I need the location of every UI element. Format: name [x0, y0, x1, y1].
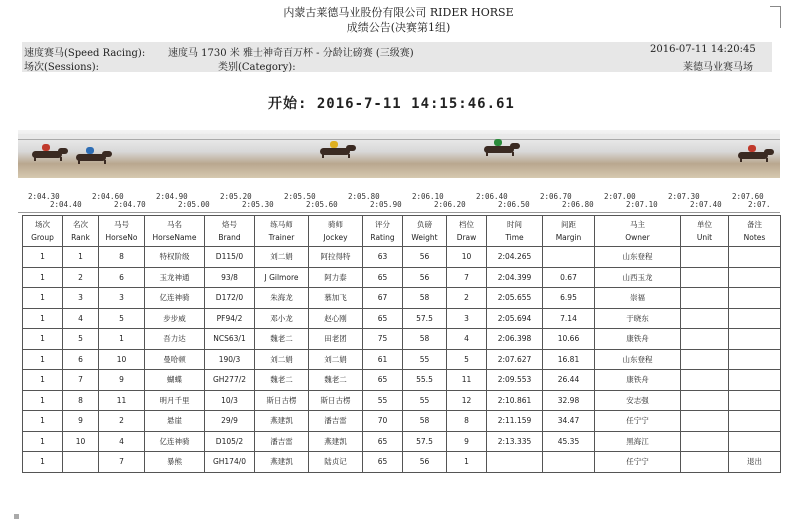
column-header-en: Owner [625, 233, 650, 242]
table-cell: 1 [23, 390, 63, 411]
table-cell [681, 370, 729, 391]
table-cell: 亿连神骑 [145, 431, 205, 452]
table-cell: 2:10.861 [487, 390, 543, 411]
table-cell: 4 [99, 431, 145, 452]
table-cell: 退出 [729, 452, 781, 473]
table-cell: 1 [63, 247, 99, 268]
table-cell [63, 452, 99, 473]
table-row [23, 288, 781, 309]
table-cell: 刘二娟 [255, 247, 309, 268]
table-cell: 1 [23, 288, 63, 309]
table-cell: 刘二娟 [309, 349, 363, 370]
table-cell: 26.44 [543, 370, 595, 391]
column-header-en: Brand [218, 233, 241, 242]
table-cell: 2 [447, 288, 487, 309]
table-cell: 2:04.399 [487, 267, 543, 288]
table-cell [729, 349, 781, 370]
column-header-zh: 档位 [459, 220, 474, 229]
table-cell: 1 [23, 370, 63, 391]
table-cell: 56 [403, 267, 447, 288]
table-cell: 1 [99, 329, 145, 350]
table-cell: 63 [363, 247, 403, 268]
table-cell: 1 [447, 452, 487, 473]
column-header-en: HorseName [152, 233, 197, 242]
column-header [543, 216, 595, 247]
table-cell: 9 [99, 370, 145, 391]
report-subtitle: 成绩公告(决赛第1组) [346, 21, 451, 34]
table-row [23, 390, 781, 411]
table-cell: 9 [63, 411, 99, 432]
table-cell: 吾力达 [145, 329, 205, 350]
tick-label: 2:06.10 [412, 192, 444, 201]
column-header [63, 216, 99, 247]
tick-label: 2:07.00 [604, 192, 636, 201]
table-cell: 7 [99, 452, 145, 473]
tick-label: 2:06.80 [562, 200, 594, 209]
column-header [145, 216, 205, 247]
corner-mark [770, 6, 780, 7]
table-cell: 16.81 [543, 349, 595, 370]
table-cell [729, 308, 781, 329]
tick-label: 2:07.10 [626, 200, 658, 209]
column-header-en: HorseNo [105, 233, 138, 242]
table-cell [729, 329, 781, 350]
table-cell: 10.66 [543, 329, 595, 350]
table-cell: NCS63/1 [205, 329, 255, 350]
column-header-en: Rating [370, 233, 395, 242]
tick-label: 2:06.20 [434, 200, 466, 209]
table-cell: 55 [403, 390, 447, 411]
table-cell: GH174/0 [205, 452, 255, 473]
table-cell: 玉龙神通 [145, 267, 205, 288]
table-cell: 4 [63, 308, 99, 329]
table-cell: 1 [23, 349, 63, 370]
tick-label: 2:04.40 [50, 200, 82, 209]
table-cell: 12 [447, 390, 487, 411]
table-cell: 2:13.335 [487, 431, 543, 452]
tick-label: 2:07. [748, 200, 771, 209]
column-header [205, 216, 255, 247]
tick-label: 2:05.20 [220, 192, 252, 201]
table-cell: D115/0 [205, 247, 255, 268]
tick-label: 2:07.30 [668, 192, 700, 201]
table-cell: 4 [447, 329, 487, 350]
column-header-zh: 负磅 [417, 220, 432, 229]
table-cell: 2 [99, 411, 145, 432]
table-cell: 65 [363, 452, 403, 473]
tick-label: 2:04.30 [28, 192, 60, 201]
tick-label: 2:05.90 [370, 200, 402, 209]
horse-figure [76, 150, 112, 164]
table-cell: 32.98 [543, 390, 595, 411]
tick-label: 2:05.50 [284, 192, 316, 201]
table-cell: 190/3 [205, 349, 255, 370]
table-cell: 29/9 [205, 411, 255, 432]
table-cell [681, 411, 729, 432]
tick-label: 2:04.70 [114, 200, 146, 209]
table-cell: 魏老二 [255, 370, 309, 391]
column-header [595, 216, 681, 247]
table-cell: 3 [63, 288, 99, 309]
column-header-zh: 马主 [630, 220, 645, 229]
column-header-zh: 评分 [375, 220, 390, 229]
table-cell: 58 [403, 411, 447, 432]
race-type-label: 速度赛马(Speed Racing): [24, 48, 146, 59]
table-row [23, 370, 781, 391]
table-cell: 58 [403, 329, 447, 350]
table-cell: 黑海江 [595, 431, 681, 452]
table-cell: 57.5 [403, 431, 447, 452]
table-cell: 7.14 [543, 308, 595, 329]
category-label: 类别(Category): [218, 62, 296, 73]
table-cell: 斯日古楞 [255, 390, 309, 411]
table-cell: 阿拉得特 [309, 247, 363, 268]
table-cell: 7 [447, 267, 487, 288]
track-rail [18, 134, 780, 140]
table-cell: 1 [23, 452, 63, 473]
column-header-en: Time [505, 233, 524, 242]
table-cell: 6.95 [543, 288, 595, 309]
table-cell [681, 390, 729, 411]
table-cell: 朱海龙 [255, 288, 309, 309]
table-cell: 6 [99, 267, 145, 288]
table-cell: 陆贞记 [309, 452, 363, 473]
table-cell [681, 452, 729, 473]
table-cell: 慕加飞 [309, 288, 363, 309]
table-cell: 步步威 [145, 308, 205, 329]
table-cell: 10 [63, 431, 99, 452]
table-row [23, 308, 781, 329]
table-cell: 2:04.265 [487, 247, 543, 268]
table-cell: 1 [23, 431, 63, 452]
column-header-en: Margin [555, 233, 582, 242]
table-cell: 9 [447, 431, 487, 452]
column-header-zh: 间距 [561, 220, 576, 229]
table-row [23, 431, 781, 452]
table-cell: 8 [63, 390, 99, 411]
table-cell: 70 [363, 411, 403, 432]
column-header-zh: 时间 [507, 220, 522, 229]
table-cell: PF94/2 [205, 308, 255, 329]
table-cell: 1 [23, 247, 63, 268]
horse-figure [484, 142, 520, 156]
table-cell: 燕建凯 [255, 452, 309, 473]
tick-label: 2:05.80 [348, 192, 380, 201]
table-header-row [23, 216, 781, 247]
table-cell: 2:05.655 [487, 288, 543, 309]
table-cell: 明月千里 [145, 390, 205, 411]
tick-label: 2:07.40 [690, 200, 722, 209]
table-cell [681, 329, 729, 350]
column-header-en: Jockey [323, 233, 348, 242]
table-cell: 58 [403, 288, 447, 309]
start-time: 开始: 2016-7-11 14:15:46.61 [268, 96, 515, 112]
table-cell: 65 [363, 370, 403, 391]
table-row [23, 267, 781, 288]
table-cell: 悬崖 [145, 411, 205, 432]
table-row [23, 452, 781, 473]
table-cell [729, 411, 781, 432]
table-cell: 崇福 [595, 288, 681, 309]
tick-label: 2:06.50 [498, 200, 530, 209]
tick-label: 2:07.60 [732, 192, 764, 201]
table-cell: 魏老二 [309, 370, 363, 391]
table-cell [543, 452, 595, 473]
table-cell: 蝴蝶 [145, 370, 205, 391]
column-header [255, 216, 309, 247]
table-cell [729, 370, 781, 391]
table-cell [681, 288, 729, 309]
table-cell: 5 [99, 308, 145, 329]
page-marker [14, 514, 19, 519]
table-cell [681, 247, 729, 268]
table-cell: 康铁舟 [595, 329, 681, 350]
column-header [681, 216, 729, 247]
table-cell [681, 431, 729, 452]
table-row [23, 349, 781, 370]
table-cell: 11 [447, 370, 487, 391]
table-cell [729, 431, 781, 452]
column-header-en: Trainer [268, 233, 295, 242]
column-header-en: Notes [743, 233, 766, 242]
table-cell: 0.67 [543, 267, 595, 288]
tick-label: 2:06.40 [476, 192, 508, 201]
table-cell [681, 267, 729, 288]
table-cell: 55 [403, 349, 447, 370]
table-cell: 2:06.398 [487, 329, 543, 350]
column-header [447, 216, 487, 247]
table-cell: 2:09.553 [487, 370, 543, 391]
column-header-zh: 场次 [35, 220, 50, 229]
table-cell: 刘二娟 [255, 349, 309, 370]
column-header-en: Unit [696, 233, 713, 242]
column-header-zh: 名次 [73, 220, 88, 229]
table-cell: 特权阶级 [145, 247, 205, 268]
table-cell: 3 [447, 308, 487, 329]
horse-figure [738, 148, 774, 162]
column-header-zh: 马号 [114, 220, 129, 229]
table-cell: 6 [63, 349, 99, 370]
company-title: 内蒙古莱德马业股份有限公司 RIDER HORSE [283, 6, 514, 19]
table-row [23, 247, 781, 268]
table-cell: 45.35 [543, 431, 595, 452]
table-cell: 67 [363, 288, 403, 309]
table-cell [729, 247, 781, 268]
column-header [729, 216, 781, 247]
table-cell: 魏老二 [255, 329, 309, 350]
column-header [487, 216, 543, 247]
column-header-zh: 马名 [167, 220, 182, 229]
table-cell: 曼哈顿 [145, 349, 205, 370]
table-cell [729, 390, 781, 411]
table-cell: 任宁宁 [595, 452, 681, 473]
table-cell [681, 308, 729, 329]
table-cell: 燕建凯 [255, 411, 309, 432]
table-cell: 任宁宁 [595, 411, 681, 432]
column-header-en: Weight [411, 233, 438, 242]
table-cell: 于晓东 [595, 308, 681, 329]
table-cell: 61 [363, 349, 403, 370]
results-table [22, 215, 781, 473]
column-header [309, 216, 363, 247]
table-cell: 8 [447, 411, 487, 432]
column-header-en: Draw [456, 233, 477, 242]
table-cell [487, 452, 543, 473]
table-cell [729, 267, 781, 288]
table-cell: 5 [63, 329, 99, 350]
table-cell: 8 [99, 247, 145, 268]
column-header-en: Rank [71, 233, 90, 242]
table-cell: 山西玉龙 [595, 267, 681, 288]
table-cell: 康铁舟 [595, 370, 681, 391]
table-cell: 田老团 [309, 329, 363, 350]
column-header [403, 216, 447, 247]
table-cell: 3 [99, 288, 145, 309]
table-cell: 55 [363, 390, 403, 411]
table-cell: D105/2 [205, 431, 255, 452]
tick-label: 2:05.00 [178, 200, 210, 209]
table-cell: 2:07.627 [487, 349, 543, 370]
tick-label: 2:05.60 [306, 200, 338, 209]
table-cell: 7 [63, 370, 99, 391]
table-cell: 邓小龙 [255, 308, 309, 329]
tick-label: 2:06.70 [540, 192, 572, 201]
horse-figure [320, 144, 356, 158]
table-cell [681, 349, 729, 370]
table-cell: 山东登程 [595, 349, 681, 370]
table-cell: 山东登程 [595, 247, 681, 268]
table-cell [543, 247, 595, 268]
column-header-zh: 烙号 [222, 220, 237, 229]
table-cell: 65 [363, 267, 403, 288]
faded-text [330, 79, 470, 86]
table-cell: 1 [23, 329, 63, 350]
table-cell: 10/3 [205, 390, 255, 411]
table-cell: 65 [363, 308, 403, 329]
table-cell: 暴熊 [145, 452, 205, 473]
table-cell: 56 [403, 452, 447, 473]
table-cell: 65 [363, 431, 403, 452]
table-cell: 10 [99, 349, 145, 370]
table-cell: 1 [23, 411, 63, 432]
table-cell: 11 [99, 390, 145, 411]
table-cell: 燕建凯 [309, 431, 363, 452]
table-cell: D172/0 [205, 288, 255, 309]
tick-label: 2:05.30 [242, 200, 274, 209]
table-body [23, 247, 781, 473]
table-cell: 赵心刚 [309, 308, 363, 329]
table-cell: 安志强 [595, 390, 681, 411]
table-cell: 1 [23, 308, 63, 329]
table-cell: J Gilmore [255, 267, 309, 288]
table-row [23, 411, 781, 432]
column-header-zh: 骑师 [328, 220, 343, 229]
column-header-zh: 单位 [697, 220, 712, 229]
table-cell: 57.5 [403, 308, 447, 329]
table-cell: 潘吉雷 [255, 431, 309, 452]
table-cell: 55.5 [403, 370, 447, 391]
table-cell: 2:05.694 [487, 308, 543, 329]
race-name: 速度马 1730 米 雅士神奇百万杯 - 分龄让磅赛 (三级赛) [168, 48, 414, 59]
table-cell: 34.47 [543, 411, 595, 432]
table-cell: 5 [447, 349, 487, 370]
corner-mark [780, 6, 781, 28]
column-header [363, 216, 403, 247]
photo-finish-image [18, 130, 780, 178]
column-header [23, 216, 63, 247]
column-header-en: Group [31, 233, 54, 242]
table-cell [729, 288, 781, 309]
horse-figure [32, 147, 68, 161]
column-header [99, 216, 145, 247]
table-cell: 潘吉雷 [309, 411, 363, 432]
tick-divider [18, 212, 780, 213]
column-header-zh: 练马师 [270, 220, 293, 229]
table-cell: 斯日古楞 [309, 390, 363, 411]
table-cell: 10 [447, 247, 487, 268]
table-cell: 亿连神骑 [145, 288, 205, 309]
report-datetime: 2016-07-11 14:20:45 [650, 44, 756, 55]
table-cell: 2:11.159 [487, 411, 543, 432]
table-cell: 93/8 [205, 267, 255, 288]
venue-name: 莱德马业赛马场 [683, 62, 753, 73]
photo-time-ticks [18, 192, 780, 212]
table-cell: 1 [23, 267, 63, 288]
session-label: 场次(Sessions): [24, 62, 99, 73]
tick-label: 2:04.90 [156, 192, 188, 201]
table-cell: 阿力泰 [309, 267, 363, 288]
column-header-zh: 备注 [747, 220, 762, 229]
table-cell: 2 [63, 267, 99, 288]
table-row [23, 329, 781, 350]
table-cell: 75 [363, 329, 403, 350]
table-cell: 56 [403, 247, 447, 268]
table-cell: GH277/2 [205, 370, 255, 391]
tick-label: 2:04.60 [92, 192, 124, 201]
